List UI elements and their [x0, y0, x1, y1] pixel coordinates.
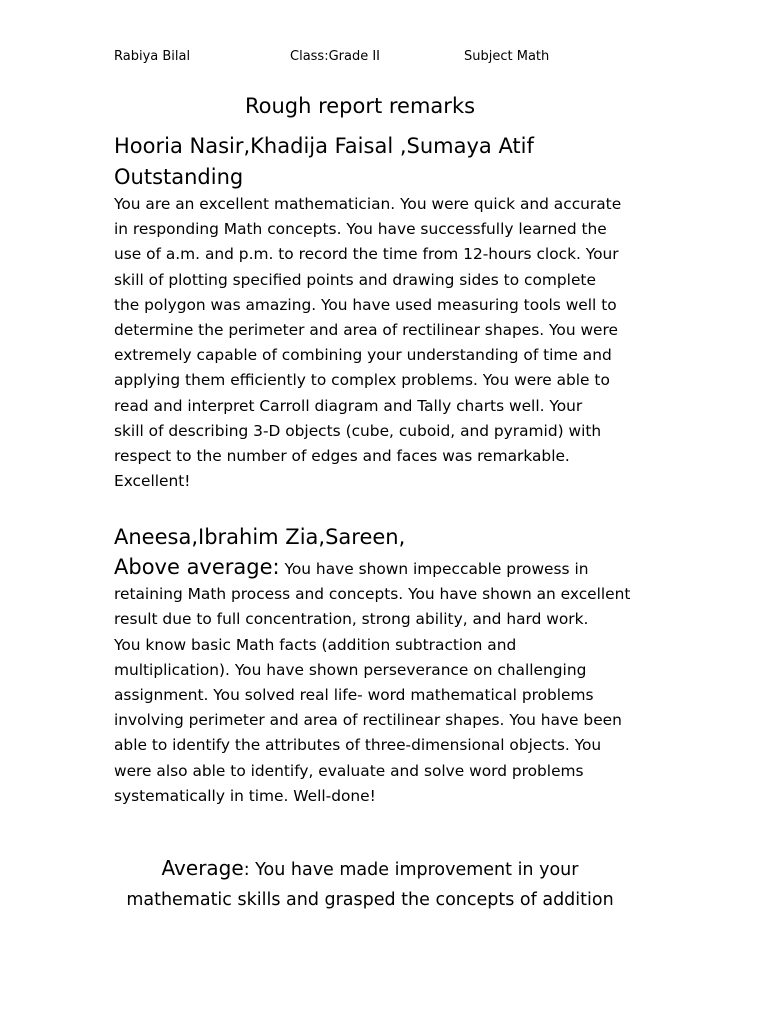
page-title	[0, 94, 720, 118]
class-label: Class:Grade II	[290, 49, 381, 64]
above-average-heading: Above average:	[114, 555, 280, 579]
subject-label: Subject Math	[464, 49, 550, 64]
average-heading: Average	[161, 856, 244, 880]
average-remark: : You have made improvement in your mathematic skills and grasped the concepts of addition	[126, 860, 614, 910]
average-paragraph	[100, 853, 640, 915]
outstanding-students: Hooria Nasir,Khadija Faisal ,Sumaya Atif	[114, 134, 534, 158]
teacher-name: Rabiya Bilal	[114, 49, 191, 64]
outstanding-remark: You are an excellent mathematician. You were quick and accurate in responding Math concepts. You have successfully learned the use of a.m. and p.m. to record the time from 12-hours clock. Your skill of plotting specified points and drawing sides to complete the polygon was amazing. You have used measuring tools well to determine the perimeter and area of rectilinear shapes. You were extremely capable of combining your understanding of time and applying them efficiently to complex problems. You were able to read and interpret Carroll diagram and Tally charts well. Your skill of describing 3-D objects (cube, cuboid, and pyramid) with respect to the number of edges and faces was remarkable. Excellent!	[114, 195, 622, 491]
page-title-text: Rough report remarks	[244, 94, 476, 118]
above-average-remark: retaining Math process and concepts. You have shown an excellent result due to full concentration, strong ability, and hard work. You know basic Math facts (addition subtraction and multiplication). You have shown perseverance on challenging assignment. You solved real life- word mathematical problems involving perimeter and area of rectilinear shapes. You have been able to identify the attributes of three-dimensional objects. You were also able to identify, evaluate and solve word problems systematically in time. Well-done!	[114, 585, 631, 805]
outstanding-heading: Outstanding	[114, 165, 244, 189]
above-average-remark-first-line: You have shown impeccable prowess in	[279, 560, 589, 578]
above-average-paragraph	[114, 555, 659, 809]
above-average-students: Aneesa,Ibrahim Zia,Sareen,	[114, 525, 406, 549]
